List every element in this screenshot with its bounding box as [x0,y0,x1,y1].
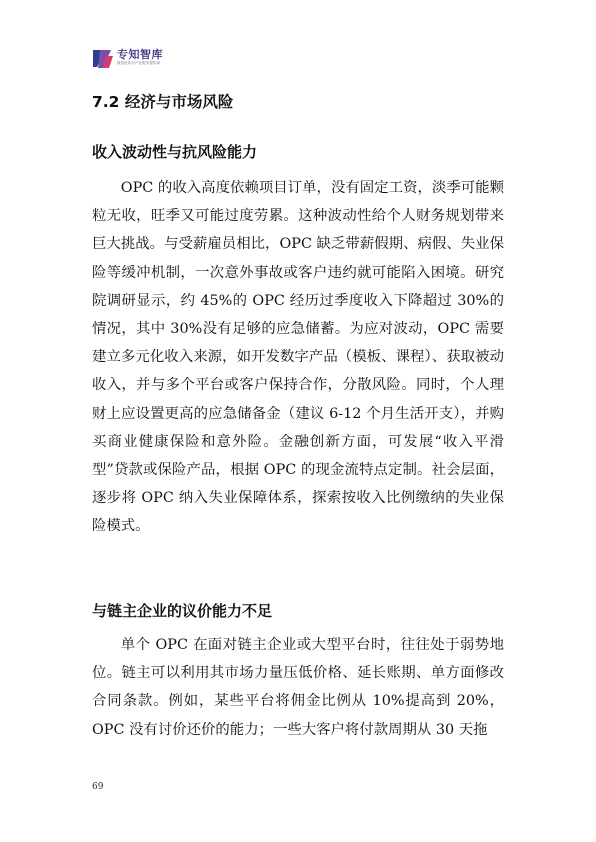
section-title: 7.2 经济与市场风险 [92,93,234,111]
page-number: 69 [92,782,104,792]
logo-mark-icon [92,48,114,70]
logo-tagline: 数智化知识产业服务提供商 [117,61,161,65]
subsection-title-income-volatility: 收入波动性与抗风险能力 [92,143,258,161]
logo-name: 专知智库 [117,48,163,61]
logo [92,48,163,70]
paragraph-bargaining-power: 单个 OPC 在面对链主企业或大型平台时，往往处于弱势地位。链主可以利用其市场力量压低价格、延长账期、单方面修改合同条款。例如，某些平台将佣金比例从 10%提高到 20%，OPC 没有讨价还价的能力；一些大客户将付款周期从 30 天拖 [92,637,504,738]
paragraph-income-volatility: OPC 的收入高度依赖项目订单，没有固定工资，淡季可能颗粒无收，旺季又可能过度劳累。这种波动性给个人财务规划带来巨大挑战。与受薪雇员相比，OPC 缺乏带薪假期、病假、失业保险等缓冲机制，一次意外事故或客户违约就可能陷入困境。研究院调研显示，约 45%的 OPC 经历过季度收入下降超过 30%的情况，其中 30%没有足够的应急储蓄。为应对波动，OPC 需要建立多元化收入来源，如开发数字产品（模板、课程）、获取被动收入，并与多个平台或客户保持合作，分散风险。同时，个人理财上应设置更高的应急储备金（建议 6-12 个月生活开支），并购买商业健康保险和意外险。金融创新方面，可发展“收入平滑型”贷款或保险产品，根据 OPC 的现金流特点定制。社会层面，逐步将 OPC 纳入失业保障体系，探索按收入比例缴纳的失业保险模式。 [92,180,504,535]
subsection-title-bargaining-power: 与链主企业的议价能力不足 [92,602,273,620]
